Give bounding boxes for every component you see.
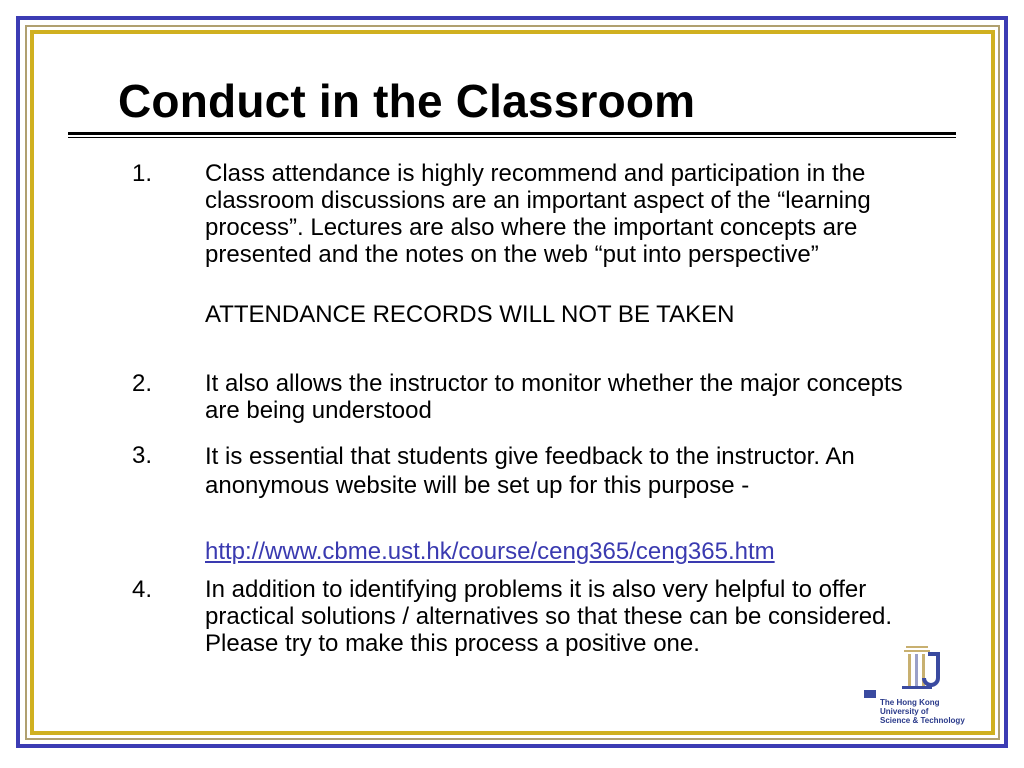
university-name-line-3: Science & Technology: [880, 716, 965, 725]
university-name-line-2: University of: [880, 707, 929, 716]
title-rule-thin: [68, 137, 956, 138]
item-text: It is essential that students give feedback to the instructor. An anonymous website will be set up for this purpose -: [205, 443, 855, 499]
slide-title: Conduct in the Classroom: [118, 75, 696, 127]
university-logo: [858, 640, 968, 725]
item-number: 2.: [132, 370, 153, 397]
item-number: 4.: [132, 576, 153, 603]
feedback-website-link[interactable]: http://www.cbme.ust.hk/course/ceng365/ceng365.htm: [205, 538, 775, 565]
attendance-note: ATTENDANCE RECORDS WILL NOT BE TAKEN: [205, 301, 735, 328]
university-name: [880, 698, 965, 725]
item-number: 1.: [132, 160, 153, 187]
item-text: Class attendance is highly recommend and participation in the classroom discussions are an important aspect of the “learning process”. Lectures are also where the important concepts are presented and the notes on the web “put into perspective”: [205, 160, 871, 268]
item-text: It also allows the instructor to monitor whether the major concepts are being understood: [205, 370, 903, 424]
university-name-line-1: The Hong Kong: [880, 698, 940, 707]
item-text: In addition to identifying problems it is also very helpful to offer practical solutions / alternatives so that these can be considered. Please try to make this process a positive one.: [205, 576, 893, 657]
title-rule-thick: [68, 132, 956, 135]
item-number: 3.: [132, 442, 153, 469]
university-crest-icon: [858, 640, 968, 700]
